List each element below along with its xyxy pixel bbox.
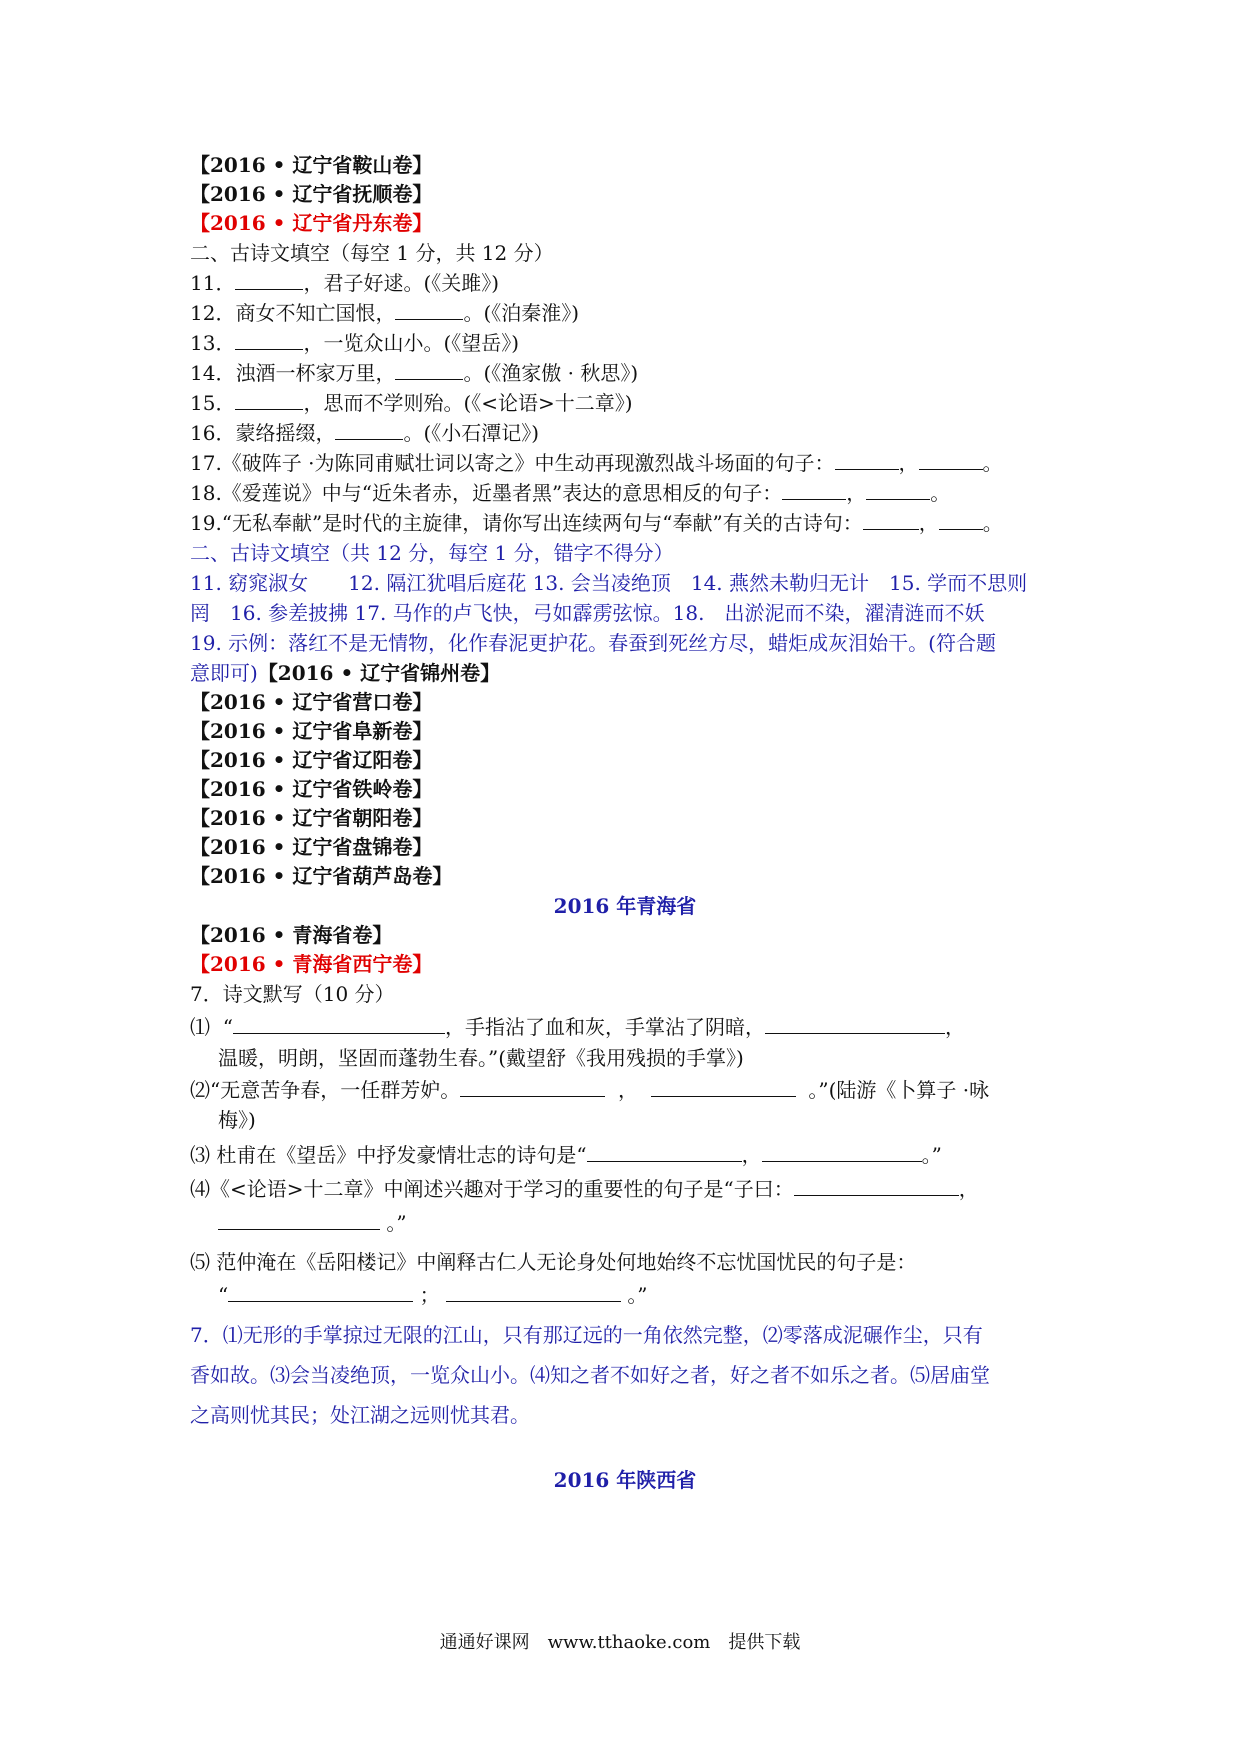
answer-blank[interactable] (866, 481, 930, 500)
section-header-chaoyang: 【2016 • 辽宁省朝阳卷】 (190, 806, 433, 830)
answer-line: 罔 16. 参差披拂 17. 马作的卢飞快，弓如霹雳弦惊。18. 出淤泥而不染，濯清涟而不妖 (190, 601, 985, 625)
answer-blank[interactable] (835, 451, 899, 470)
section-header-fuxin: 【2016 • 辽宁省阜新卷】 (190, 719, 433, 743)
question-13: 13． ，一览众山小。(《望岳》) (190, 331, 520, 355)
question-7-part-1-cont: 温暖，明朗，坚固而蓬勃生春。”(戴望舒《我用残损的手掌》) (218, 1046, 744, 1070)
answer-blank[interactable] (782, 481, 846, 500)
answer-blank[interactable] (228, 1283, 413, 1302)
question-14: 14．浊酒一杯家万里， 。(《渔家傲 · 秋思》) (190, 361, 639, 385)
answer-blank[interactable] (460, 1078, 605, 1097)
section-header-yingkou: 【2016 • 辽宁省营口卷】 (190, 690, 433, 714)
question-7-part-4: ⑷《<论语>十二章》中阐述兴趣对于学习的重要性的句子是“子曰： ， (190, 1177, 979, 1201)
answer-line: 7．⑴无形的手掌掠过无限的江山，只有那辽远的一角依然完整，⑵零落成泥碾作尘，只有 (190, 1323, 983, 1347)
question-15: 15． ，思而不学则殆。(《<论语>十二章》) (190, 391, 633, 415)
question-18: 18.《爱莲说》中与“近朱者赤，近墨者黑”表达的意思相反的句子： ， 。 (190, 481, 951, 505)
section-header-panjin: 【2016 • 辽宁省盘锦卷】 (190, 835, 433, 859)
answer-blank[interactable] (587, 1143, 742, 1162)
section-header-dandong: 【2016 • 辽宁省丹东卷】 (190, 211, 433, 235)
section-header-liaoyang: 【2016 • 辽宁省辽阳卷】 (190, 748, 433, 772)
answer-blank[interactable] (335, 421, 403, 440)
answer-blank[interactable] (235, 271, 303, 290)
section-header-xining: 【2016 • 青海省西宁卷】 (190, 952, 433, 976)
answer-line-with-header: 意即可)【2016 • 辽宁省锦州卷】 (190, 661, 501, 685)
section-header-tieling: 【2016 • 辽宁省铁岭卷】 (190, 777, 433, 801)
question-7-title: 7．诗文默写（10 分） (190, 982, 395, 1006)
question-7-part-1: ⑴ “ ，手指沾了血和灰，手掌沾了阴暗， ， (190, 1015, 965, 1039)
section-header-jinzhou: 【2016 • 辽宁省锦州卷】 (257, 661, 501, 685)
answer-blank[interactable] (765, 1015, 945, 1034)
answer-line: 11. 窈窕淑女 12. 隔江犹唱后庭花 13. 会当凌绝顶 14. 燕然未勒归无计 15. 学而不思则 (190, 571, 1028, 595)
question-7-part-4-cont: 。” (218, 1208, 407, 1238)
question-19: 19.“无私奉献”是时代的主旋律，请你写出连续两句与“奉献”有关的古诗句： ， 。 (190, 511, 1003, 535)
answer-blank[interactable] (863, 511, 919, 530)
question-11: 11． ，君子好逑。(《关雎》) (190, 271, 500, 295)
province-title-qinghai: 2016 年青海省 (553, 894, 697, 918)
answer-blank[interactable] (939, 511, 983, 530)
question-7-part-2-cont: 梅》) (218, 1108, 256, 1132)
answer-blank[interactable] (794, 1177, 959, 1196)
section-header-fushun: 【2016 • 辽宁省抚顺卷】 (190, 182, 433, 206)
answer-blank[interactable] (233, 1015, 445, 1034)
answer-blank[interactable] (446, 1283, 621, 1302)
answer-line: 香如故。⑶会当凌绝顶，一览众山小。⑷知之者不如好之者，好之者不如乐之者。⑸居庙堂 (190, 1363, 990, 1387)
province-title-shaanxi: 2016 年陕西省 (553, 1468, 697, 1492)
section-header-qinghai: 【2016 • 青海省卷】 (190, 923, 393, 947)
answer-blank[interactable] (651, 1078, 796, 1097)
question-7-part-5: ⑸ 范仲淹在《岳阳楼记》中阐释古仁人无论身处何地始终不忘忧国忧民的句子是： (190, 1250, 917, 1274)
answer-blank[interactable] (218, 1211, 380, 1230)
answer-blank[interactable] (762, 1143, 922, 1162)
section-header-anshan: 【2016 • 辽宁省鞍山卷】 (190, 153, 433, 177)
answer-title: 二、古诗文填空（共 12 分，每空 1 分，错字不得分） (190, 541, 674, 565)
answer-blank[interactable] (919, 451, 983, 470)
answer-blank[interactable] (235, 331, 303, 350)
question-7-part-5-cont: “ ； 。” (218, 1283, 648, 1307)
section-title: 二、古诗文填空（每空 1 分，共 12 分） (190, 241, 554, 265)
answer-line: 19. 示例：落红不是无情物，化作春泥更护花。春蚕到死丝方尽，蜡炬成灰泪始干。(符合题 (190, 631, 996, 655)
question-12: 12．商女不知亡国恨， 。(《泊秦淮》) (190, 301, 580, 325)
section-header-huludao: 【2016 • 辽宁省葫芦岛卷】 (190, 864, 453, 888)
answer-blank[interactable] (395, 301, 463, 320)
page-footer: 通通好课网 www.tthaoke.com 提供下载 (439, 1632, 801, 1653)
question-17: 17.《破阵子 ·为陈同甫赋壮词以寄之》中生动再现激烈战斗场面的句子： ， 。 (190, 451, 1003, 475)
question-7-part-3: ⑶ 杜甫在《望岳》中抒发豪情壮志的诗句是“ ， 。” (190, 1143, 942, 1167)
answer-blank[interactable] (235, 391, 303, 410)
question-16: 16．蒙络摇缀， 。(《小石潭记》) (190, 421, 540, 445)
question-7-part-2: ⑵“无意苦争春，一任群芳妒。 ， 。”(陆游《卜算子 ·咏 (190, 1078, 990, 1102)
answer-line: 之高则忧其民；处江湖之远则忧其君。 (190, 1403, 530, 1427)
answer-blank[interactable] (395, 361, 463, 380)
